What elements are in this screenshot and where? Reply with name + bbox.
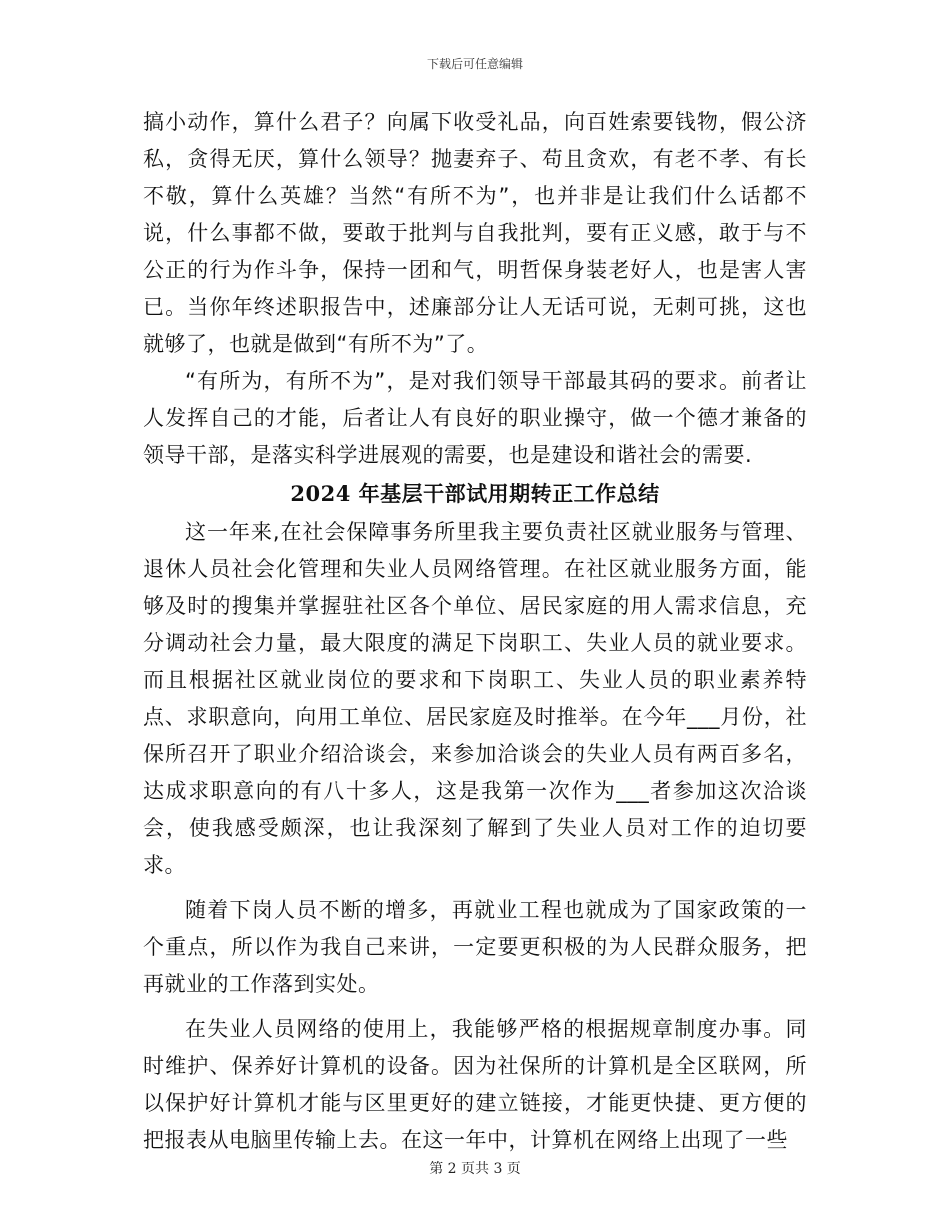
paragraph-employment-service: 这一年来,在社会保障事务所里我主要负责社区就业服务与管理、退休人员社会化管理和失业人员网络管理。在社区就业服务方面，能够及时的搜集并掌握驻社区各个单位、居民家庭的用人需求信息，充分调动社会力量，最大限度的满足下岗职工、失业人员的就业要求。而且根据社区就业岗位的要求和下岗职工、失业人员的职业素养特点、求职意向，向用工单位、居民家庭及时推举。在今年___月份，社保所召开了职业介绍洽谈会，来参加洽谈会的失业人员有两百多名，达成求职意向的有八十多人，这是我第一次作为___者参加这次洽谈会，使我感受颇深，也让我深刻了解到了失业人员对工作的迫切要求。 [143, 520, 807, 877]
paragraph-network: 在失业人员网络的使用上，我能够严格的根据规章制度办事。同时维护、保养好计算机的设备。因为社保所的计算机是全区联网，所以保护好计算机才能与区里更好的建立链接，才能更快捷、更方便的把报表从电脑里传输上去。在这一年中，计算机在网络上出现了一些 [143, 1017, 807, 1152]
paragraph-reemployment: 随着下岗人员不断的增多，再就业工程也就成为了国家政策的一个重点，所以作为我自己来讲，一定要更积极的为人民群众服务，把再就业的工作落到实处。 [143, 898, 807, 996]
document-body [143, 104, 807, 1159]
paragraph-requirement: “有所为，有所不为”，是对我们领导干部最其码的要求。前者让人发挥自己的才能，后者让人有良好的职业操守，做一个德才兼备的领导干部，是落实科学进展观的需要，也是建设和谐社会的需要. [143, 369, 807, 467]
paragraph-continuation: 搞小动作，算什么君子？向属下收受礼品，向百姓索要钱物，假公济私，贪得无厌，算什么领导？抛妻弃子、苟且贪欢，有老不孝、有长不敬，算什么英雄？当然“有所不为”，也并非是让我们什么话都不说，什么事都不做，要敢于批判与自我批判，要有正义感，敢于与不公正的行为作斗争，保持一团和气，明哲保身装老好人，也是害人害已。当你年终述职报告中，述廉部分让人无话可说，无刺可挑，这也就够了，也就是做到“有所不为”了。 [143, 110, 807, 356]
page-footer: 第 2 页共 3 页 [429, 1161, 521, 1177]
page-header: 下载后可任意编辑 [426, 57, 523, 71]
section-title: 2024 年基层干部试用期转正工作总结 [290, 481, 660, 506]
